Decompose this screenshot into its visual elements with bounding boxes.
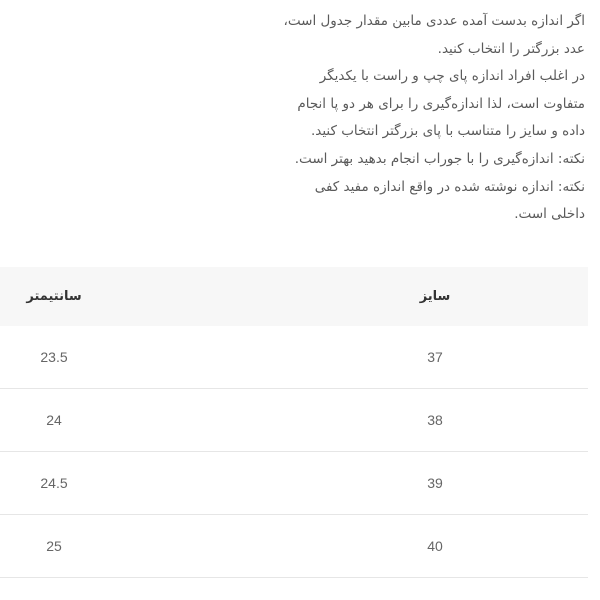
cell-centimeter: 24 (46, 412, 62, 428)
table-header (0, 267, 588, 326)
header-centimeter: سانتیمتر (26, 289, 82, 304)
cell-centimeter: 23.5 (40, 349, 68, 365)
table-row (0, 326, 588, 389)
header-size: سایز (419, 289, 451, 304)
note-line: اگر اندازه بدست آمده عددی مابین مقدار جدول است، (283, 13, 585, 29)
note-line: نکته: اندازه نوشته شده در واقع اندازه مفید کفی (314, 178, 585, 195)
size-table (0, 267, 588, 578)
table-row (0, 452, 588, 515)
cell-size: 38 (427, 412, 443, 428)
note-line: عدد بزرگتر را انتخاب کنید. (437, 40, 585, 57)
table-row (0, 389, 588, 452)
note-line: داخلی است. (514, 206, 585, 223)
cell-size: 40 (427, 538, 443, 554)
cell-centimeter: 25 (46, 538, 62, 554)
size-guide-notes (245, 8, 585, 229)
note-line: نکته: اندازه‌گیری را با جوراب انجام بدهید بهتر است. (294, 150, 585, 167)
note-line: متفاوت است، لذا اندازه‌گیری را برای هر دو پا انجام (297, 95, 585, 112)
note-line: در اغلب افراد اندازه پای چپ و راست با یکدیگر (319, 68, 585, 85)
cell-size: 37 (427, 349, 443, 365)
table-row (0, 515, 588, 578)
note-line: داده و سایز را متناسب با پای بزرگتر انتخاب کنید. (310, 123, 585, 140)
cell-centimeter: 24.5 (40, 475, 68, 491)
cell-size: 39 (427, 475, 443, 491)
